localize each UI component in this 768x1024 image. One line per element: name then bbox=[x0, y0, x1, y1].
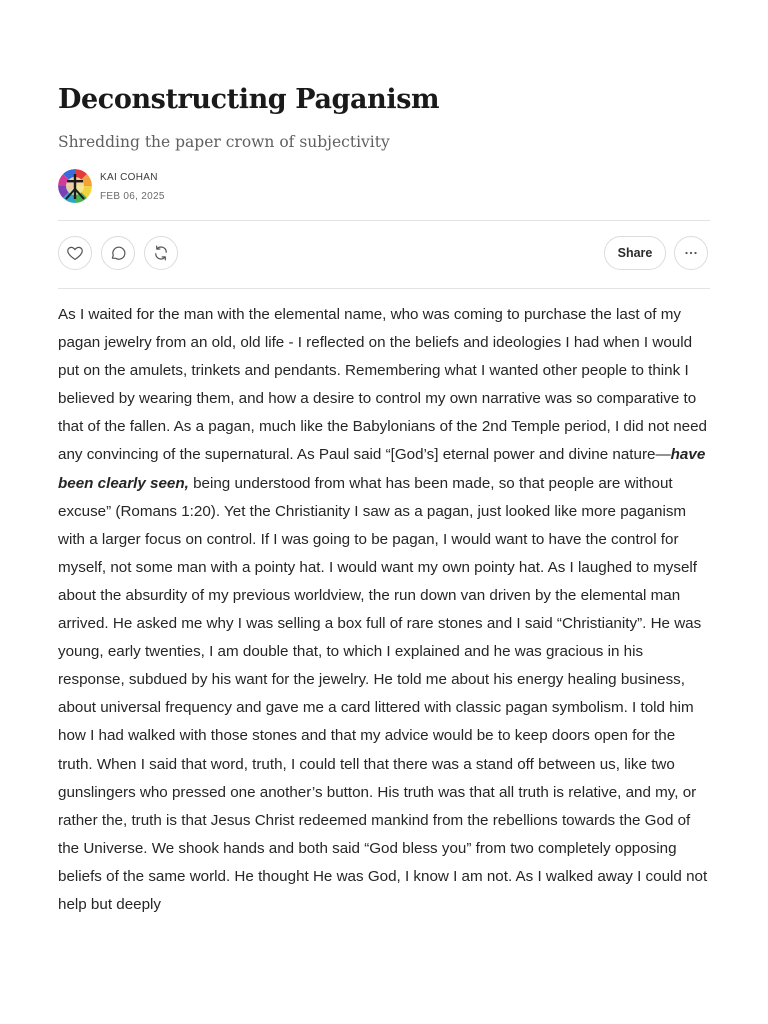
divider-top bbox=[58, 220, 710, 221]
post-body-paragraph bbox=[58, 301, 710, 919]
ellipsis-icon bbox=[682, 244, 700, 262]
post-date: FEB 06, 2025 bbox=[100, 191, 165, 202]
author-avatar[interactable] bbox=[58, 169, 92, 203]
share-button[interactable]: Share bbox=[604, 236, 666, 270]
more-options-button[interactable] bbox=[674, 236, 708, 270]
body-text-part-1: As I waited for the man with the elemental name, who was coming to purchase the last of my pagan jewelry from an old, old life - I reflected on the beliefs and ideologies I had when I would put on the amulets, trinkets and pendants. Remembering what I wanted other people to think I believed by wearing them, and how a desire to control my own narrative was so comparative to that of the fallen. As a pagan, much like the Babylonians of the 2nd Temple period, I did not need any convincing of the supernatural. As Paul said “[God’s] eternal power and divine nature— bbox=[58, 306, 708, 464]
post-subtitle: Shredding the paper crown of subjectivity bbox=[58, 133, 390, 151]
restack-button[interactable] bbox=[144, 236, 178, 270]
post-action-bar bbox=[58, 236, 710, 272]
heart-icon bbox=[66, 244, 84, 262]
divider-bottom bbox=[58, 288, 710, 289]
avatar-image bbox=[58, 169, 92, 203]
body-emphasis: have been clearly seen, bbox=[58, 446, 706, 492]
byline bbox=[58, 169, 710, 205]
comment-bubble-icon bbox=[109, 244, 127, 262]
body-text-part-2: being understood from what has been made, so that people are without excuse” (Romans 1:20). Yet the Christianity I saw as a pagan, just looked like more paganism with a larger focus on control. If I was going to be pagan, I would want to have the control for myself, not some man with a pointy hat. I would want my own pointy hat. As I laughed to myself about the absurdity of my previous worldview, the run down van driven by the elemental man arrived. He asked me why I was selling a box full of rare stones and I said “Christianity”. He was young, early twenties, I am double that, to which I explained and he was gracious in his response, subdued by his want for the jewelry. He told me about his energy healing business, about universal frequency and gave me a card littered with classic pagan symbolism. I told him how I had walked with those stones and that my advice would be to keep doors open for the truth. When I said that word, truth, I could tell that there was a stand off between us, like two gunslingers who pressed one another’s button. His truth was that all truth is relative, and my, or rather the, truth is that Jesus Christ redeemed mankind from the rebellions towards the God of the Universe. We shook hands and both said “God bless you” from two completely opposing beliefs of the same world. He thought He was God, I know I am not. As I walked away I could not help but deeply bbox=[58, 474, 708, 913]
author-name[interactable]: KAI COHAN bbox=[100, 172, 158, 183]
restack-arrows-icon bbox=[152, 244, 170, 262]
post-title: Deconstructing Paganism bbox=[58, 84, 440, 115]
comment-button[interactable] bbox=[101, 236, 135, 270]
like-button[interactable] bbox=[58, 236, 92, 270]
